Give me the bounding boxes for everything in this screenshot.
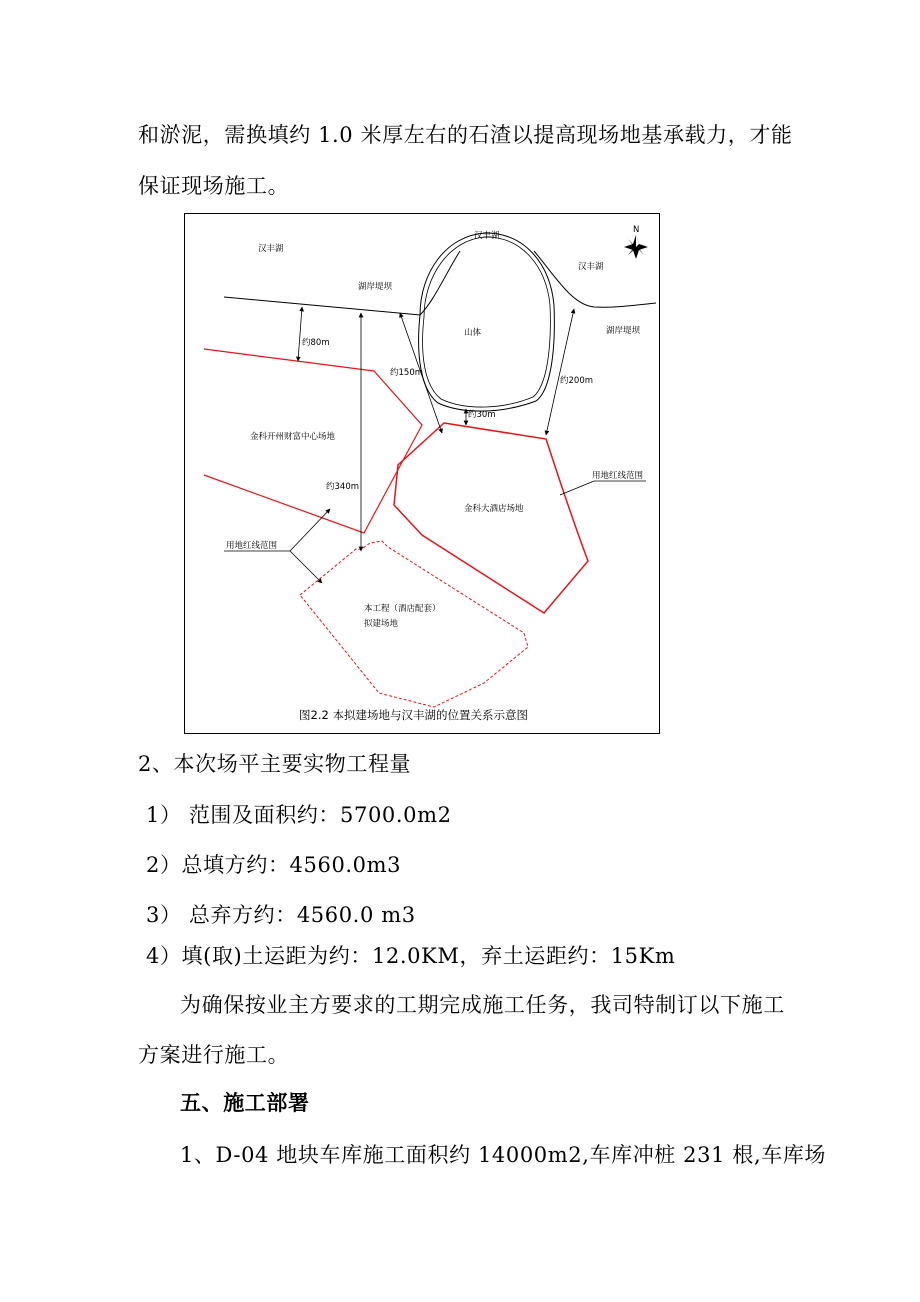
hotel-site-redline (394, 423, 588, 613)
lake-label-left: 汉丰湖 (258, 244, 284, 254)
project-site-label-2: 拟建场地 (364, 619, 399, 629)
project-site-label-1: 本工程（酒店配套） (364, 604, 441, 614)
leader-redline-left-up (290, 509, 330, 551)
lakeshore-dam-line (224, 251, 656, 315)
list-item: 2）总填方约：4560.0m3 (146, 853, 402, 877)
lake-label-right: 汉丰湖 (578, 262, 604, 272)
distance-200m-label: 约200m (560, 376, 594, 386)
list-item: 3） 总弃方约：4560.0 m3 (146, 903, 416, 927)
paragraph-line: 为确保按业主方要求的工期完成施工任务，我司特制订以下施工 (180, 993, 785, 1017)
redline-left-label: 用地红线范围 (226, 541, 278, 551)
mountain-outline (419, 233, 555, 411)
section-heading: 2、本次场平主要实物工程量 (138, 752, 412, 776)
north-label: N (633, 225, 640, 235)
paragraph-line: 1、D-04 地块车库施工面积约 14000m2,车库冲桩 231 根,车库场 (180, 1143, 827, 1167)
lake-label-top: 汉丰湖 (474, 231, 500, 241)
mountain-label: 山体 (464, 328, 482, 338)
north-arrow-icon (624, 225, 648, 259)
paragraph-line: 方案进行施工。 (138, 1043, 290, 1067)
paragraph-line: 保证现场施工。 (138, 174, 290, 198)
figure-caption: 图2.2 本拟建场地与汉丰湖的位置关系示意图 (299, 708, 528, 722)
dam-label-left: 湖岸堤坝 (358, 282, 393, 292)
redline-right-label: 用地红线范围 (592, 471, 644, 481)
distance-80m-label: 约80m (302, 338, 330, 348)
hotel-site-label: 金科大酒店场地 (464, 504, 524, 514)
list-item: 1） 范围及面积约：5700.0m2 (146, 803, 452, 827)
list-item: 4）填(取)土运距为约：12.0KM，弃土运距约：15Km (146, 944, 676, 968)
mountain-outline-inner (423, 237, 551, 407)
leader-redline-left-down (290, 551, 322, 583)
dam-label-right: 湖岸堤坝 (606, 326, 641, 336)
distance-340m-label: 约340m (326, 482, 360, 492)
project-site-redline (300, 541, 528, 707)
distance-150m-label: 约150m (390, 368, 424, 378)
site-location-figure (184, 213, 660, 734)
distance-30m-label: 约30m (468, 410, 496, 420)
wealth-center-site-label: 金科开州财富中心场地 (250, 432, 336, 442)
leader-redline-right (560, 481, 594, 495)
section-heading: 五、施工部署 (180, 1091, 310, 1115)
figure-frame (185, 214, 660, 734)
paragraph-line: 和淤泥，需换填约 1.0 米厚左右的石渣以提高现场地基承载力，才能 (138, 123, 793, 147)
dimension-80m (298, 307, 302, 361)
